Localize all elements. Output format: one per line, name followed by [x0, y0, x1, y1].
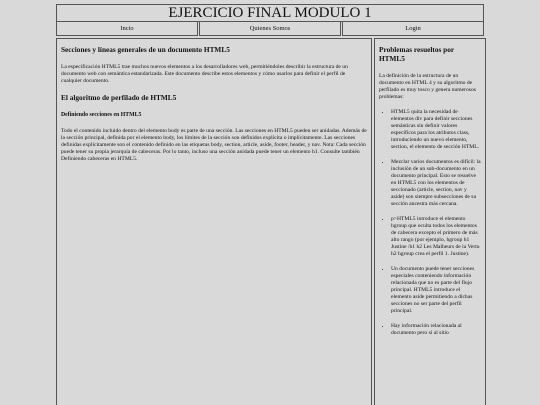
list-item: • p>HTML5 introduce el elemento hgroup que oculta todos los elementos de cabecera excepto el primero de más alto rango (por ejemplo, hgroup h1 Justine /h1 h2 Les Malheurs de la Vertu h2 hgroup crea el perfil 1. Justine).: [391, 216, 481, 258]
sidebar: [374, 38, 486, 405]
main-content: [56, 38, 372, 405]
list-item: • Un documento puede tener secciones especiales conteniendo información relacionada que no es parte del flujo principal. HTML5 introduce el elemento aside permitiendo a dichas secciones no ser parte del perfil principal.: [391, 266, 481, 315]
page-wrapper: [56, 0, 486, 405]
nav-item-login[interactable]: Login: [342, 21, 484, 36]
list-item: • HTML5 quita la necesidad de elementos div para definir secciones semánticas sin definir valores específicos para los atributos class, introduciendo un nuevo elemento, section, el elemento de sección HTML.: [391, 109, 481, 151]
section-title: Secciones y líneas generales de un documento HTML5: [61, 45, 230, 54]
list-item: • Mezclar varios documentos es difícil: la inclusión de un sub-documento en un documento principal. Esto se resuelve en HTML5 con los elementos de seccionado (article, section, nav y aside) son siempre subsecciones de su sección ancestra más cercana.: [391, 159, 481, 208]
intro-paragraph: La especificación HTML5 trae muchos nuevos elementos a los desarrolladores web, permitiéndoles describir la estructura de un documento web con semántica estandarizada. Este documento describe estos elementos y cómo usarlos para definir el perfil de cualquier documento.: [61, 64, 348, 84]
sidebar-title: Problemas resueltos por HTML5: [379, 45, 454, 63]
nav-item-inicio[interactable]: Incio: [56, 21, 198, 36]
subsubtitle: Definiendo secciones en HTML5: [61, 112, 142, 118]
main-nav: [56, 21, 484, 36]
problem-list: [379, 109, 481, 337]
subtitle: El algoritmo de perfilado de HTML5: [61, 93, 177, 102]
page-title: EJERCICIO FINAL MODULO 1: [56, 4, 484, 22]
list-item: • Hay información relacionada al documento pero si al sitio: [391, 323, 481, 337]
body-paragraph: Todo el contenido incluido dentro del elemento body es parte de una sección. Las secciones en HTML5 pueden ser anidadas. Además de la sección principal, definida por el elemento body, los límites de la sección son definidos explícita o implícitamente. Las secciones definidas explícitamente son el contenido definido en las etiquetas body, section, article, aside, footer, header, y nav. Nota: Cada sección puede tener su propia jerarquía de cabeceras. Por lo tanto, incluso una sección anidada puede tener un elemento h1. Consulte también Definiendo cabeceras en HTML5.: [61, 128, 367, 162]
nav-item-quienes-somos[interactable]: Quienes Somos: [199, 21, 341, 36]
sidebar-intro: La definición de la estructura de un documento en HTML 4 y su algoritmo de perfilado es muy tosco y genera numerosos problemas:: [379, 73, 476, 100]
